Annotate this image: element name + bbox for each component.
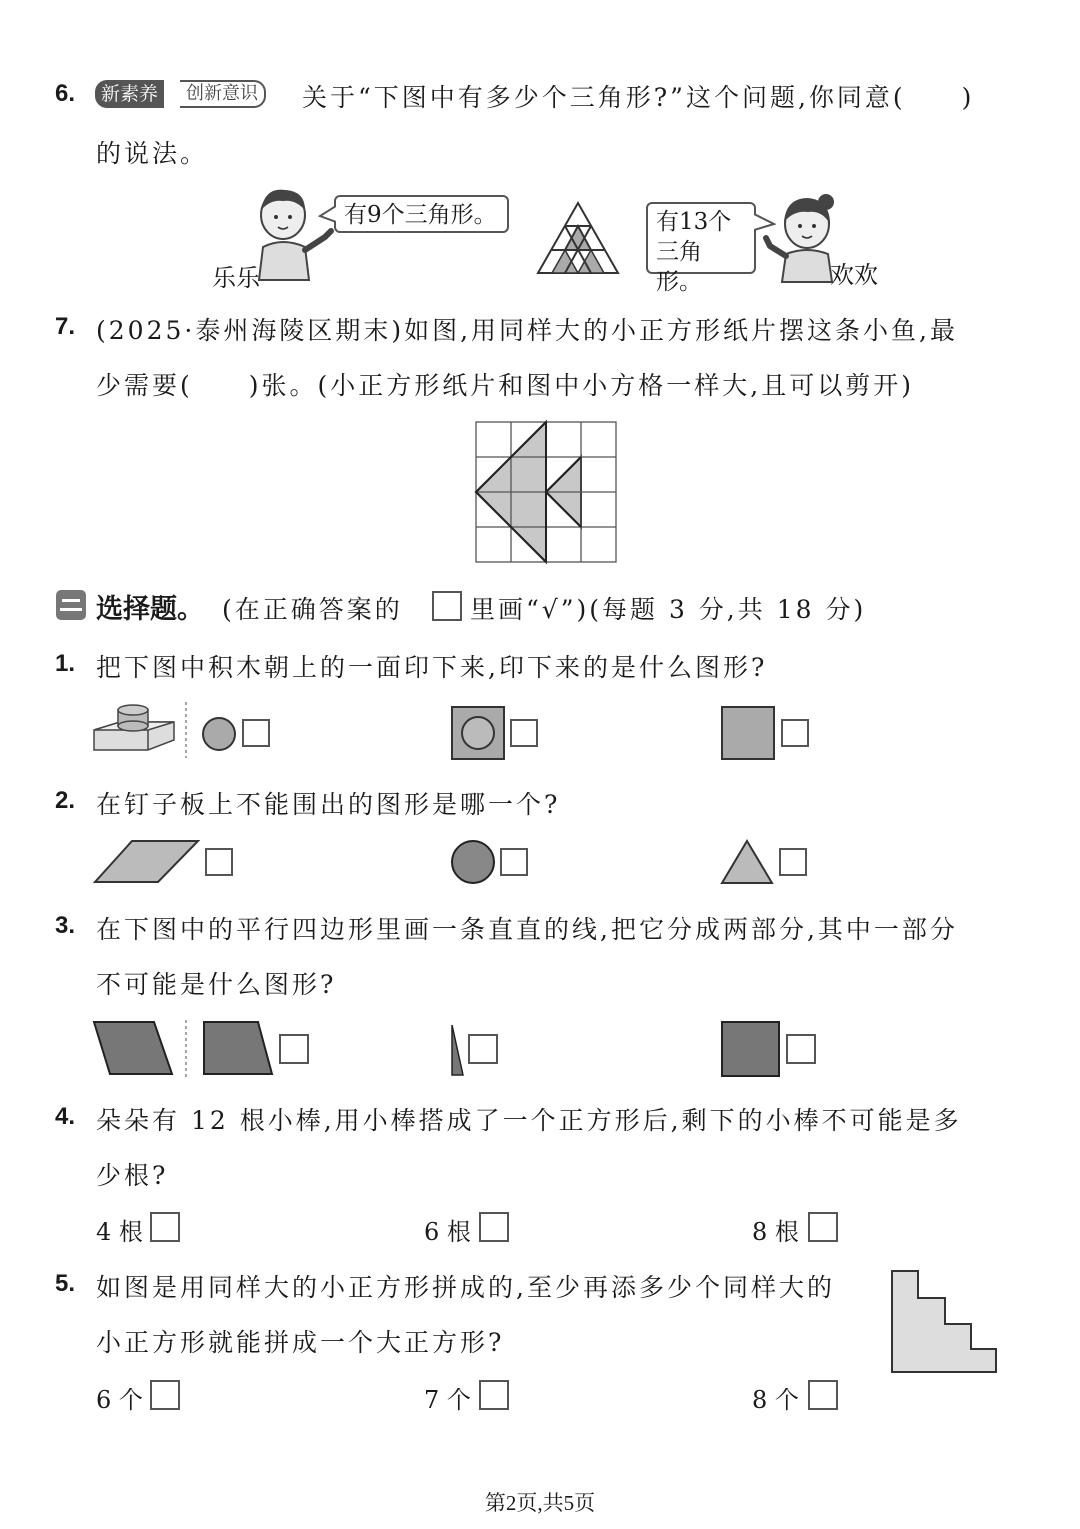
choice-4-option-a-box[interactable] (150, 1212, 180, 1242)
choice-4-option-c-label: 8 根 (752, 1218, 799, 1246)
staircase-figure (888, 1268, 1000, 1376)
choice-4-option-a-label: 4 根 (96, 1218, 143, 1246)
question-7-line2: 少需要( )张。(小正方形纸片和图中小方格一样大,且可以剪开) (96, 371, 914, 400)
option-parallelogram-shape (92, 838, 202, 886)
huanhuan-speech-bubble (646, 202, 756, 295)
choice-5-option-c-box[interactable] (808, 1380, 838, 1410)
question-6-line2: 的说法。 (96, 139, 209, 168)
choice-2-option-b-box[interactable] (500, 848, 528, 876)
choice-2-option-c-box[interactable] (779, 848, 807, 876)
choice-4-option-b-box[interactable] (479, 1212, 509, 1242)
question-7-line1: (2025·泰州海陵区期末)如图,用同样大的小正方形纸片摆这条小鱼,最 (96, 316, 958, 345)
lele-bubble-tail (318, 204, 336, 226)
option-dark-circle-shape (449, 838, 497, 886)
huanhuan-name: 欢欢 (830, 261, 878, 289)
option-triangle-shape (720, 838, 776, 886)
instruction-sample-box (432, 591, 462, 621)
choice-1-option-c-box[interactable] (781, 719, 809, 747)
option-trapezoid-shape (200, 1018, 276, 1080)
choice-4-option-c-box[interactable] (808, 1212, 838, 1242)
choice-3-line1: 在下图中的平行四边形里画一条直直的线,把它分成两部分,其中一部分 (96, 915, 958, 944)
choice-5-option-a-box[interactable] (150, 1380, 180, 1410)
section-2-title: 选择题。 (96, 594, 204, 625)
choice-5-line2: 小正方形就能拼成一个大正方形? (96, 1328, 505, 1357)
question-7-number: 7. (55, 313, 76, 340)
option-square-with-circle-shape (450, 705, 506, 761)
page-footer: 第2页,共5页 (484, 1491, 596, 1515)
option-thin-triangle-shape (448, 1022, 468, 1078)
huanhuan-bubble-line2: 三角形。 (656, 238, 702, 295)
choice-3-line2: 不可能是什么图形? (96, 970, 337, 999)
section-2-instruction-part2: 里画“√”)(每题 3 分,共 18 分) (470, 595, 867, 624)
building-block-figure (90, 700, 190, 760)
choice-2-option-a-box[interactable] (205, 848, 233, 876)
choice-2-text: 在钉子板上不能围出的图形是哪一个? (96, 790, 561, 819)
choice-4-line1: 朵朵有 12 根小棒,用小棒搭成了一个正方形后,剩下的小棒不可能是多 (96, 1106, 962, 1135)
section-2-instruction-part1: (在正确答案的 (222, 595, 403, 624)
choice-3-option-a-box[interactable] (279, 1034, 309, 1064)
choice-5-option-c-label: 8 个 (752, 1386, 799, 1414)
fish-grid-figure (474, 420, 618, 564)
question-6-number: 6. (55, 80, 76, 107)
choice-1-option-a-box[interactable] (242, 719, 270, 747)
given-parallelogram-shape (90, 1018, 190, 1080)
choice-4-number: 4. (55, 1103, 76, 1130)
choice-5-option-b-box[interactable] (479, 1380, 509, 1410)
choice-5-number: 5. (55, 1270, 76, 1297)
option-circle-shape (200, 715, 240, 755)
choice-1-option-b-box[interactable] (510, 719, 538, 747)
choice-4-option-b-label: 6 根 (424, 1218, 471, 1246)
new-literacy-badge: 新素养 (95, 80, 164, 108)
option-square-shape (720, 705, 776, 761)
choice-1-text: 把下图中积木朝上的一面印下来,印下来的是什么图形? (96, 653, 768, 682)
choice-5-option-a-label: 6 个 (96, 1386, 143, 1414)
choice-4-line2: 少根? (96, 1161, 169, 1190)
huanhuan-bubble-line1: 有13个 (656, 209, 732, 235)
question-6-line1: 关于“下图中有多少个三角形?”这个问题,你同意( ) (302, 83, 975, 112)
section-2-badge (56, 590, 86, 620)
choice-5-option-b-label: 7 个 (424, 1386, 471, 1414)
choice-3-option-c-box[interactable] (786, 1034, 816, 1064)
lele-speech-bubble: 有9个三角形。 (334, 195, 509, 233)
triangle-count-figure (535, 200, 621, 276)
choice-3-number: 3. (55, 912, 76, 939)
choice-3-option-b-box[interactable] (468, 1034, 498, 1064)
choice-1-number: 1. (55, 650, 76, 677)
option-dark-square-shape (719, 1018, 783, 1080)
choice-2-number: 2. (55, 787, 76, 814)
innovation-badge: 创新意识 (180, 80, 266, 108)
lele-name: 乐乐 (212, 264, 260, 292)
choice-5-line1: 如图是用同样大的小正方形拼成的,至少再添多少个同样大的 (96, 1273, 835, 1302)
